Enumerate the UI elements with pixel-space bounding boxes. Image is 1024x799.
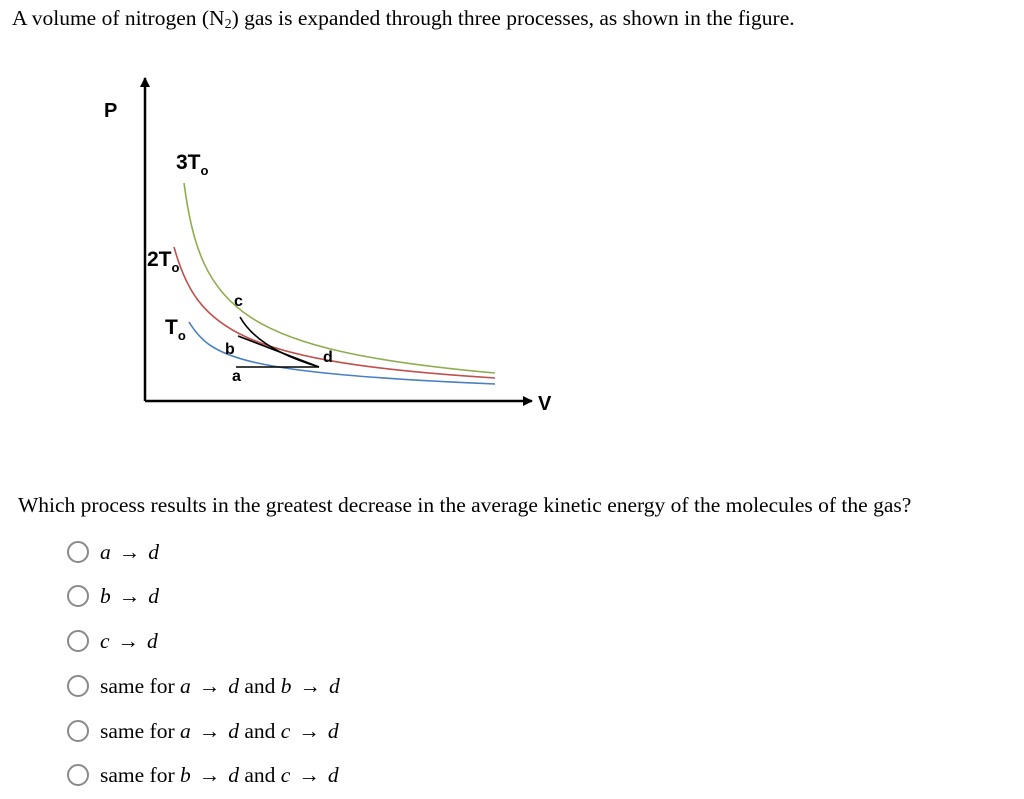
arrow-symbol: → [198,762,221,787]
state-variable: d [327,718,339,743]
answer-option-label [100,540,159,565]
question-text: Which process results in the greatest decrease in the average kinetic energy of the molecules of the gas? [18,493,912,517]
state-variable: d [147,628,158,653]
isotherm-t-sub: o [177,328,186,343]
arrow-symbol: → [298,762,320,787]
state-variable: b [100,583,111,608]
state-variable: c [280,762,291,787]
isotherm-3t-sub: o [200,163,209,178]
arrow-symbol: → [118,583,141,608]
intro-suffix: ) gas is expanded through three processes, as shown in the figure. [231,6,795,30]
point-b-label: b [225,341,235,358]
state-variable: d [148,539,159,564]
point-a-label: a [232,368,241,385]
arrow-symbol: → [117,628,140,653]
answer-option[interactable] [67,626,158,656]
state-variable: d [327,762,339,787]
radio-button[interactable] [67,764,89,786]
option-text: same for [100,673,180,698]
state-variable: d [228,718,239,743]
point-d-label: d [323,349,333,366]
intro-prefix: A volume of nitrogen (N [12,6,225,30]
process-b-to-d [238,336,319,367]
answer-option-label [100,763,339,788]
state-variable: d [228,762,239,787]
radio-button[interactable] [67,720,89,742]
answer-option-label [100,719,339,744]
answer-option[interactable] [67,537,159,567]
arrow-symbol: → [299,673,322,698]
answer-option[interactable] [67,716,339,746]
answer-option[interactable] [67,760,339,790]
isotherm-2t-curve [171,247,495,378]
radio-button[interactable] [67,585,89,607]
state-variable: d [228,673,239,698]
isotherm-t-label [165,316,186,343]
option-text: and [239,762,281,787]
arrow-symbol: → [298,718,320,743]
y-axis-label: P [104,100,118,122]
option-text: same for [100,762,180,787]
arrow-symbol: → [118,539,141,564]
state-variable: c [280,718,291,743]
answer-option-label [100,629,158,654]
state-variable: d [329,673,340,698]
isotherm-3t-main: 3T [176,151,201,174]
state-variable: a [100,539,111,564]
answer-option[interactable] [67,671,340,701]
option-text: and [239,718,281,743]
arrow-symbol: → [198,718,221,743]
state-variable: a [180,673,191,698]
isotherm-2t-main: 2T [147,248,172,271]
answer-option-label [100,674,340,699]
radio-button[interactable] [67,675,89,697]
option-text: same for [100,718,180,743]
isotherm-2t-sub: o [171,260,180,275]
state-variable: a [180,718,191,743]
state-variable: b [280,673,292,698]
isotherm-3t-label [176,151,209,178]
isotherm-t-main: T [165,316,178,339]
answer-option-label [100,584,159,609]
state-variable: c [100,628,110,653]
state-variable: b [180,762,191,787]
arrow-symbol: → [198,673,221,698]
point-c-label: c [234,293,243,310]
radio-button[interactable] [67,541,89,563]
radio-button[interactable] [67,630,89,652]
option-text: and [239,673,281,698]
answer-option[interactable] [67,581,159,611]
intro-subscript: 2 [224,17,232,32]
x-axis-label: V [538,393,552,415]
state-variable: d [148,583,159,608]
